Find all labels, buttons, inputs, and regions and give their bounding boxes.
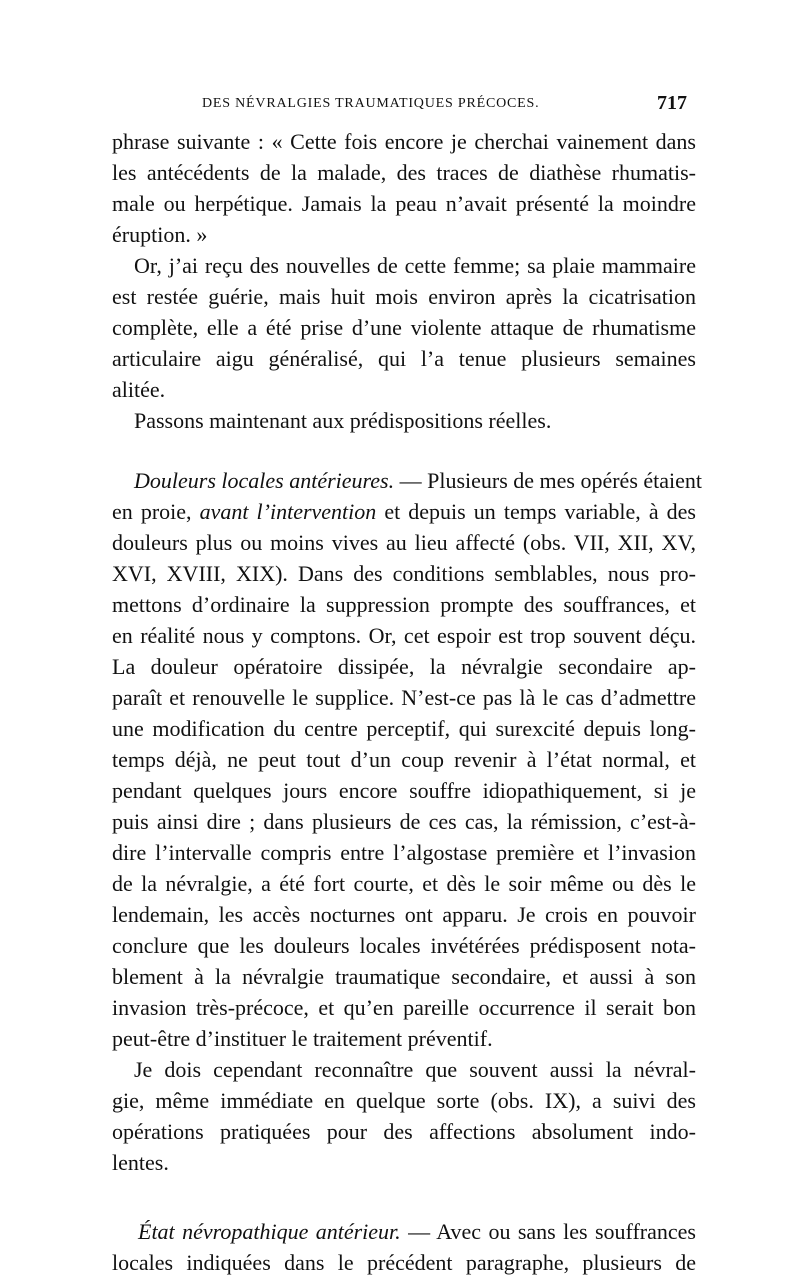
text-line [112, 496, 696, 527]
section-heading-line [112, 1216, 696, 1247]
body-text [112, 126, 703, 1278]
text-line: La douleur opératoire dissipée, la névralgie secondaire ap- [112, 654, 696, 679]
text-line: de la névralgie, a été fort courte, et dès le soir même ou dès le [112, 871, 696, 896]
italic-phrase: avant l’intervention [199, 499, 377, 524]
text-line: temps déjà, ne peut tout d’un coup revenir à l’état normal, et [112, 747, 696, 772]
section-gap [112, 1178, 696, 1216]
text-line: éruption. » [112, 222, 208, 247]
text-line: locales indiquées dans le précédent paragraphe, plusieurs de [112, 1250, 696, 1275]
section-neuropathic-state [112, 1216, 696, 1278]
text-line: phrase suivante : « Cette fois encore je cherchai vainement dans [112, 129, 696, 154]
paragraph-news [112, 250, 696, 405]
text-line: conclure que les douleurs locales invétérées prédisposent nota- [112, 933, 696, 958]
text-line: alitée. [112, 377, 166, 402]
text-line: mettons d’ordinaire la suppression prompte des souffrances, et [112, 592, 696, 617]
paragraph-transition [112, 405, 696, 436]
text-line: lentes. [112, 1150, 169, 1175]
text-line: Or, j’ai reçu des nouvelles de cette femme; sa plaie mammaire [134, 253, 696, 278]
page-number: 717 [657, 92, 687, 114]
running-title: DES NÉVRALGIES TRAUMATIQUES PRÉCOCES. [202, 96, 540, 111]
text-line: lendemain, les accès nocturnes ont apparu. Je crois en pouvoir [112, 902, 696, 927]
text-line: paraît et renouvelle le supplice. N’est-ce pas là le cas d’admettre [112, 685, 696, 710]
text-line: dire l’intervalle compris entre l’algostase première et l’invasion [112, 840, 696, 865]
section-local-pain [112, 465, 703, 1054]
page-header [112, 92, 687, 118]
text-line: une modification du centre perceptif, qui surexcité depuis long- [112, 716, 696, 741]
section-heading: Douleurs locales antérieures. [134, 468, 395, 493]
text-line: est restée guérie, mais huit mois environ après la cicatrisation [112, 284, 696, 309]
heading-continuation: — Avec ou sans les souffrances [400, 1219, 696, 1244]
text-line: puis ainsi dire ; dans plusieurs de ces cas, la rémission, c’est-à- [112, 809, 696, 834]
text-line: blement à la névralgie traumatique secondaire, et aussi à son [112, 964, 696, 989]
text-line: Je dois cependant reconnaître que souvent aussi la névral- [134, 1057, 696, 1082]
text-line: douleurs plus ou moins vives au lieu affecté (obs. VII, XII, XV, [112, 530, 696, 555]
text-line: invasion très-précoce, et qu’en pareille occurrence il serait bon [112, 995, 696, 1020]
text-fragment: et depuis un temps variable, à des [376, 499, 696, 524]
text-line: en réalité nous y comptons. Or, cet espoir est trop souvent déçu. [112, 623, 696, 648]
paragraph-quote-end [112, 126, 696, 250]
section-gap [112, 436, 696, 465]
text-line: Passons maintenant aux prédispositions réelles. [134, 408, 552, 433]
heading-continuation: — Plusieurs de mes opérés étaient [394, 468, 703, 493]
text-line: male ou herpétique. Jamais la peau n’avait présenté la moindre [112, 191, 696, 216]
text-line: les antécédents de la malade, des traces de diathèse rhumatis- [112, 160, 696, 185]
text-line: complète, elle a été prise d’une violente attaque de rhumatisme [112, 315, 696, 340]
text-line: XVI, XVIII, XIX). Dans des conditions semblables, nous pro- [112, 561, 696, 586]
text-fragment: en proie, [112, 499, 200, 524]
text-line: gie, même immédiate en quelque sorte (obs. IX), a suivi des [112, 1088, 696, 1113]
section-heading-line [112, 465, 703, 496]
text-line: pendant quelques jours encore souffre idiopathiquement, si je [112, 778, 696, 803]
section-heading: État névropathique antérieur. [138, 1219, 401, 1244]
text-line: opérations pratiquées pour des affections absolument indo- [112, 1119, 696, 1144]
text-line: peut-être d’instituer le traitement préventif. [112, 1026, 493, 1051]
text-line: articulaire aigu généralisé, qui l’a tenue plusieurs semaines [112, 346, 696, 371]
paragraph-exception [112, 1054, 696, 1178]
